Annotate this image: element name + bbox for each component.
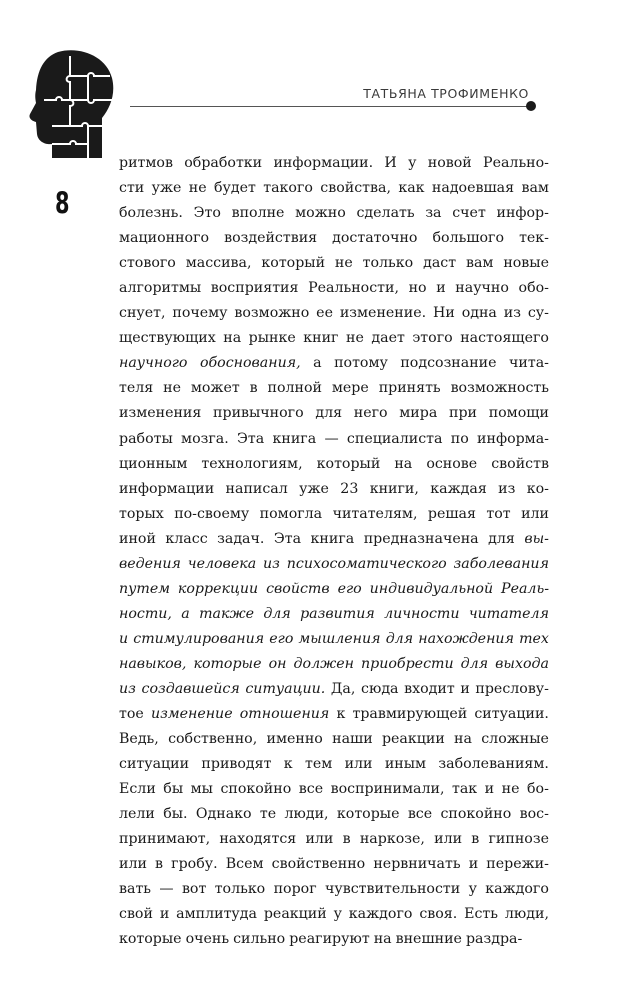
text-word: чита- (509, 355, 549, 372)
text-word: возможность (450, 380, 549, 397)
text-word: обоснования, (199, 355, 301, 372)
text-word: или (344, 756, 373, 773)
text-word: но (408, 280, 427, 297)
text-line (119, 877, 549, 902)
text-word: Всем (225, 856, 264, 873)
text-line (119, 602, 549, 627)
text-word: у (408, 155, 417, 171)
text-word: книга (310, 530, 355, 547)
text-word: написал (225, 480, 288, 497)
text-line (119, 502, 549, 527)
text-word: су- (527, 305, 549, 322)
text-word: чувствительности (325, 881, 461, 898)
text-word: тех (519, 630, 549, 647)
text-word: технологиям, (201, 455, 303, 472)
header-rule (130, 106, 530, 107)
text-word: амплитуда (176, 906, 257, 923)
text-word: к (283, 756, 293, 773)
text-word: психосоматического (286, 555, 447, 572)
text-word: у (468, 881, 477, 898)
text-word: каждого (485, 881, 549, 898)
text-word: сюда (361, 680, 399, 697)
text-word: его (337, 580, 362, 597)
text-line (119, 201, 549, 226)
text-word: должен (293, 655, 354, 672)
text-line (119, 752, 549, 777)
text-word: травмирующей (352, 706, 468, 723)
text-word: бы. (163, 806, 188, 823)
text-line (119, 802, 549, 827)
text-line (119, 401, 549, 426)
text-word: на (373, 931, 392, 948)
text-word: заболеваниям. (438, 756, 549, 773)
text-word: его (269, 630, 294, 647)
text-word: стимулирования (133, 630, 265, 647)
text-word: по (450, 430, 469, 447)
text-word: рынке (248, 330, 296, 347)
text-word: люди, (284, 806, 329, 823)
text-word: ритмов (119, 155, 173, 171)
text-word: преслову- (475, 680, 549, 697)
text-word: и (436, 280, 446, 297)
text-line (119, 376, 549, 401)
text-word: ционным (119, 455, 188, 472)
text-word: как (398, 180, 425, 197)
text-word: свойств (266, 580, 330, 597)
text-word: или (119, 856, 147, 873)
text-word: иной (119, 530, 156, 547)
text-word: коррекции (177, 580, 259, 597)
text-word: подсознание (400, 355, 497, 372)
text-line (119, 351, 549, 376)
text-word: который (261, 255, 326, 272)
text-word: находятся (219, 831, 297, 848)
text-line (119, 727, 549, 752)
text-word: и (468, 856, 479, 873)
text-word: не (163, 380, 181, 397)
text-line (119, 427, 549, 452)
text-word: информации (119, 480, 215, 497)
text-word: книги, (369, 480, 419, 497)
text-word: Эта (237, 430, 265, 447)
text-line (119, 827, 549, 852)
text-word: сложные (481, 731, 549, 748)
text-word: индивидуальной (369, 580, 494, 597)
text-word: мере (331, 380, 369, 397)
text-word: него (353, 405, 388, 422)
text-word: не (501, 781, 520, 798)
text-word: ситуации. (245, 680, 326, 697)
text-line (119, 276, 549, 301)
text-word: люди, (504, 906, 549, 923)
text-word: все (298, 781, 324, 798)
text-word: будет (214, 180, 256, 197)
text-word: Ни (432, 305, 455, 322)
text-word: предназначена (363, 530, 479, 547)
text-word: и (484, 781, 495, 798)
text-word: не (346, 330, 364, 347)
text-word: собственно, (168, 731, 258, 748)
text-word: ности, (119, 605, 172, 622)
text-word: которые (193, 655, 262, 672)
text-word: в (342, 831, 351, 848)
text-word: наши (332, 731, 373, 748)
text-word: торых (119, 505, 164, 522)
text-word: спокойно (440, 806, 512, 823)
text-word: восприятия (210, 280, 299, 297)
text-word: мы (190, 781, 213, 798)
text-word: из (263, 555, 280, 572)
text-word: сти (119, 180, 145, 197)
text-word: тек- (519, 230, 549, 247)
text-word: может (190, 380, 240, 397)
text-line (119, 151, 549, 176)
text-word: создавшейся (141, 680, 240, 697)
text-word: информа- (477, 430, 549, 447)
text-word: тот (486, 505, 511, 522)
text-word: гипнозе (488, 831, 549, 848)
text-word: в (471, 831, 480, 848)
text-word: дает (371, 330, 405, 347)
body-text (119, 151, 549, 953)
text-word: новой (427, 155, 472, 171)
text-word: Если (119, 781, 156, 798)
text-line (119, 452, 549, 477)
puzzle-head-icon (22, 48, 122, 160)
text-line (119, 927, 549, 952)
text-word: ее (316, 305, 333, 322)
text-word: бо- (526, 781, 549, 798)
text-word: Есть (464, 906, 499, 923)
text-word: болезнь. (119, 205, 183, 222)
text-word: гробу. (171, 856, 218, 873)
text-word: развития (300, 605, 375, 622)
text-word: ко- (526, 480, 549, 497)
text-word: изменение. (339, 305, 427, 322)
text-word: сильно (233, 931, 286, 948)
text-line (119, 852, 549, 877)
text-word: научно (455, 280, 509, 297)
text-word: заболевания (453, 555, 549, 572)
text-word: вам (521, 180, 549, 197)
text-word: такого (263, 180, 313, 197)
text-word: сделать (356, 205, 415, 222)
text-word: человека (187, 555, 257, 572)
text-word: или (434, 831, 463, 848)
text-word: Реаль- (501, 580, 549, 597)
text-word: нахождения (418, 630, 514, 647)
text-word: за (425, 205, 442, 222)
text-word: достаточно (332, 230, 418, 247)
text-word: мозга. (181, 430, 229, 447)
text-word: мационного (119, 230, 210, 247)
text-word: свойственно (271, 856, 366, 873)
text-word: для (263, 605, 291, 622)
text-word: так (451, 781, 478, 798)
text-word: или (305, 831, 334, 848)
text-word: или (521, 505, 549, 522)
text-word: свойств (491, 455, 549, 472)
text-word: читателя (468, 605, 549, 622)
text-word: Однако (195, 806, 252, 823)
text-word: почему (172, 305, 228, 322)
text-word: И (384, 155, 397, 171)
text-word: иным (384, 756, 427, 773)
text-word: выхода (495, 655, 549, 672)
text-word: которые (119, 931, 182, 948)
text-word: спокойно (220, 781, 292, 798)
text-word: на (454, 731, 472, 748)
text-word: и (159, 906, 170, 923)
text-word: только (214, 881, 266, 898)
text-line (119, 527, 549, 552)
text-word: тое (119, 706, 144, 723)
text-word: изменения (119, 405, 202, 422)
text-word: он (268, 655, 287, 672)
text-line (119, 777, 549, 802)
text-word: своя. (419, 906, 458, 923)
text-word: ситуации. (474, 706, 549, 723)
text-word: ведения (119, 555, 181, 572)
header-rule-dot (526, 101, 536, 111)
text-word: настоящего (460, 330, 549, 347)
text-word: Да, (330, 680, 356, 697)
text-word: счет (452, 205, 486, 222)
text-word: — (324, 430, 339, 447)
text-word: и (460, 680, 470, 697)
text-word: навыков, (119, 655, 187, 672)
text-word: все (407, 806, 433, 823)
text-word: очень (185, 931, 230, 948)
text-word: вать (119, 881, 152, 898)
text-word: массива, (185, 255, 252, 272)
text-word: принимают, (119, 831, 211, 848)
text-word: каждая (430, 480, 487, 497)
text-word: приобрести (361, 655, 454, 672)
text-word: порог (273, 881, 317, 898)
text-word: возможно (234, 305, 310, 322)
text-word: реагируют (289, 931, 370, 948)
text-word: читателям, (332, 505, 418, 522)
text-word: большого (432, 230, 505, 247)
text-word: нервничать (373, 856, 461, 873)
running-header-author: ТАТЬЯНА ТРОФИМЕНКО (363, 86, 529, 101)
text-line (119, 902, 549, 927)
text-word: алгоритмы (119, 280, 202, 297)
text-word: который (316, 455, 381, 472)
text-word: и (119, 630, 129, 647)
text-word: не (188, 180, 207, 197)
text-word: мира (399, 405, 438, 422)
text-word: к (336, 706, 346, 723)
text-word: внешние (395, 931, 462, 948)
text-word: принять (378, 380, 441, 397)
text-word: при (449, 405, 477, 422)
text-word: приводят (201, 756, 272, 773)
text-line (119, 552, 549, 577)
text-word: специалиста (346, 430, 443, 447)
text-word: информации. (273, 155, 374, 171)
text-word: отношения (239, 706, 330, 723)
text-word: основе (426, 455, 478, 472)
text-word: одна (461, 305, 497, 322)
text-word: только (362, 255, 414, 272)
text-word: 23 (340, 480, 359, 497)
text-word: бы (163, 781, 184, 798)
text-word: Реальности, (308, 280, 399, 297)
text-word: лели (119, 806, 155, 823)
text-word: вы- (524, 530, 549, 547)
text-word: не (334, 255, 353, 272)
text-word: инфор- (496, 205, 549, 222)
text-word: класс (165, 530, 208, 547)
text-word: путем (119, 580, 170, 597)
text-word: книг (303, 330, 339, 347)
text-word: воздействия (224, 230, 318, 247)
text-word: этого (412, 330, 453, 347)
text-word: обработки (184, 155, 263, 171)
text-word: раздра- (465, 931, 523, 948)
text-word: теля (119, 380, 154, 397)
text-line (119, 477, 549, 502)
text-word: научного (119, 355, 188, 372)
text-word: для (488, 530, 515, 547)
text-word: а (313, 355, 322, 372)
text-word: реакции (381, 731, 445, 748)
text-word: в (249, 380, 258, 397)
text-word: те (259, 806, 277, 823)
text-word: именно (266, 731, 323, 748)
text-word: вос- (519, 806, 549, 823)
page-number: 8 (55, 186, 69, 220)
text-word: стового (119, 255, 176, 272)
text-word: изменение (150, 706, 233, 723)
text-word: Ведь, (119, 731, 159, 748)
text-word: ществующих (119, 330, 216, 347)
text-word: помощи (488, 405, 549, 422)
text-word: надоевшая (431, 180, 515, 197)
text-word: для (385, 630, 414, 647)
text-word: также (199, 605, 254, 622)
text-word: привычного (213, 405, 304, 422)
text-word: полной (267, 380, 322, 397)
text-word: тем (304, 756, 333, 773)
text-word: уже (151, 180, 182, 197)
text-word: а (181, 605, 190, 622)
text-line (119, 301, 549, 326)
text-word: даст (423, 255, 457, 272)
text-word: свойства, (320, 180, 391, 197)
text-word: у (333, 906, 342, 923)
text-word: можно (295, 205, 346, 222)
text-word: на (394, 455, 413, 472)
text-word: уже (299, 480, 329, 497)
text-word: каждого (348, 906, 413, 923)
text-line (119, 326, 549, 351)
text-word: из (503, 305, 521, 322)
text-line (119, 176, 549, 201)
text-word: задач. (217, 530, 265, 547)
text-line (119, 226, 549, 251)
text-word: новые (503, 255, 549, 272)
text-word: книга (272, 430, 317, 447)
text-word: потому (334, 355, 388, 372)
text-line (119, 251, 549, 276)
text-word: помогла (259, 505, 323, 522)
text-line (119, 652, 549, 677)
text-word: Эта (273, 530, 302, 547)
text-line (119, 702, 549, 727)
text-word: для (460, 655, 489, 672)
text-word: — (159, 881, 174, 898)
text-word: входит (404, 680, 455, 697)
text-word: для (315, 405, 343, 422)
text-word: на (223, 330, 242, 347)
text-word: из (498, 480, 516, 497)
text-line (119, 627, 549, 652)
text-word: работы (119, 430, 173, 447)
text-word: личности (384, 605, 460, 622)
text-word: по-своему (174, 505, 250, 522)
text-word: мышления (298, 630, 381, 647)
text-word: вполне (231, 205, 285, 222)
text-word: снует, (119, 305, 166, 322)
text-word: обо- (518, 280, 549, 297)
text-line (119, 677, 549, 702)
text-word: вот (181, 881, 207, 898)
text-word: воспринимали, (330, 781, 445, 798)
text-word: Реально- (483, 155, 549, 171)
text-word: ситуации (119, 756, 190, 773)
text-word: наркозе, (359, 831, 425, 848)
text-word: пережи- (486, 856, 549, 873)
text-word: решая (427, 505, 476, 522)
text-word: свой (119, 906, 153, 923)
text-word: из (119, 680, 136, 697)
text-word: вам (465, 255, 494, 272)
text-word: реакций (263, 906, 327, 923)
text-word: Это (193, 205, 221, 222)
text-line (119, 577, 549, 602)
text-word: в (155, 856, 164, 873)
text-word: которые (336, 806, 400, 823)
